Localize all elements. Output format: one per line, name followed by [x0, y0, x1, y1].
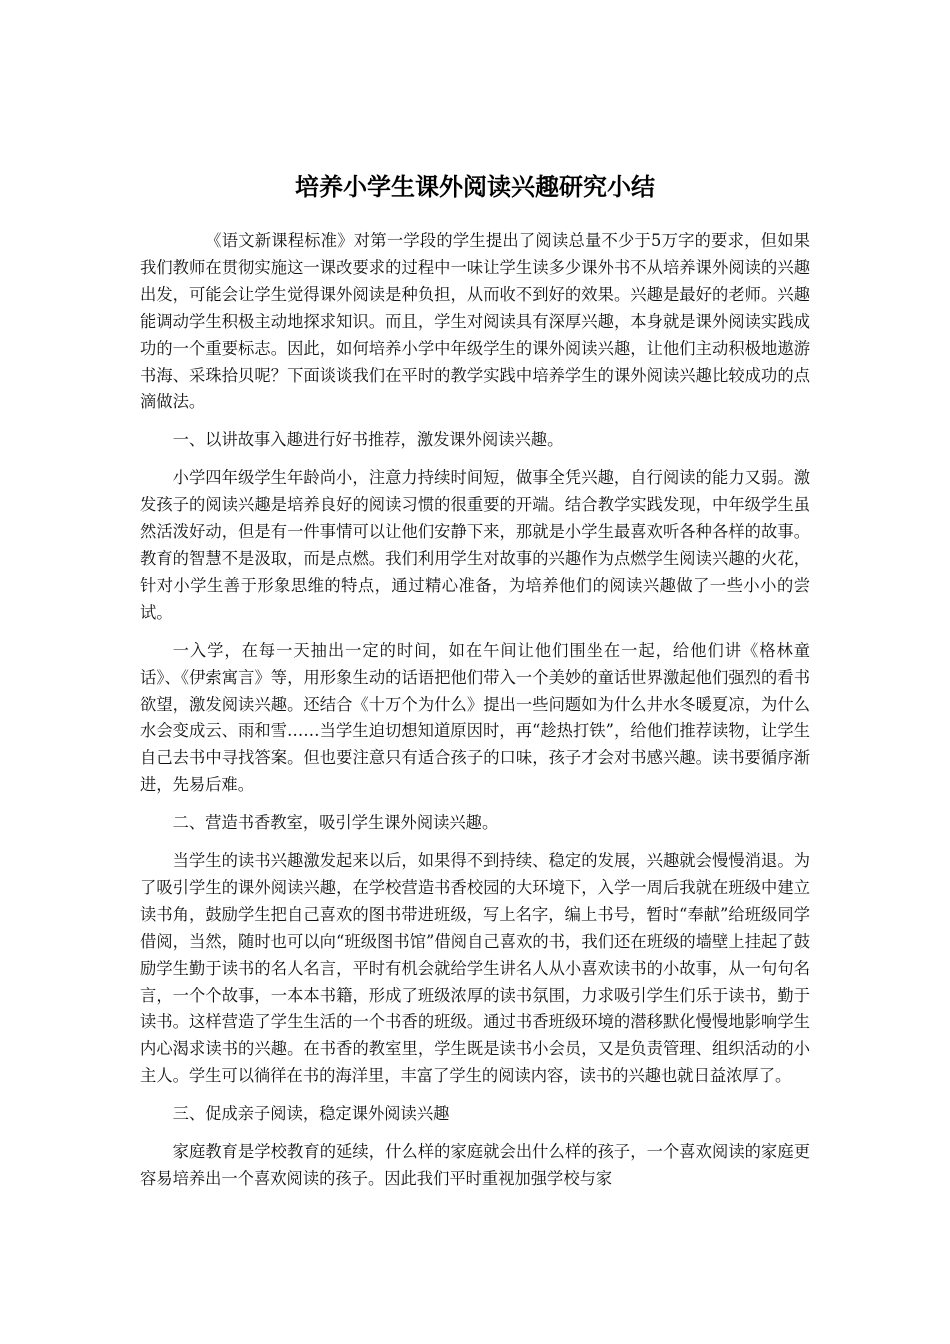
intro-paragraph: 《语文新课程标准》对第一学段的学生提出了阅读总量不少于5万字的要求，但如果我们教师在贯彻实施这一课改要求的过程中一味让学生读多少课外书不从培养课外阅读的兴趣出发，可能会让学生觉得课外阅读是种负担，从而收不到好的效果。兴趣是最好的老师。兴趣能调动学生积极主动地探求知识。而且，学生对阅读具有深厚兴趣，本身就是课外阅读实践成功的一个重要标志。因此，如何培养小学中年级学生的课外阅读兴趣，让他们主动积极地遨游书海、采珠拾贝呢？下面谈谈我们在平时的教学实践中培养学生的课外阅读兴趣比较成功的点滴做法。 [140, 231, 810, 412]
section-heading-1: 一、以讲故事入趣进行好书推荐，激发课外阅读兴趣。 [172, 430, 564, 450]
body-paragraph: 一入学，在每一天抽出一定的时间，如在午间让他们围坐在一起，给他们讲《格林童话》、《伊索寓言》等，用形象生动的话语把他们带入一个美妙的童话世界激起他们强烈的看书欲望，激发阅读兴趣。还结合《十万个为什么》提出一些问题如为什么井水冬暖夏凉，为什么水会变成云、雨和雪……当学生迫切想知道原因时，再“趁热打铁”，给他们推荐读物，让学生自己去书中寻找答案。但也要注意只有适合孩子的口味，孩子才会对书感兴趣。读书要循序渐进，先易后难。 [140, 640, 810, 795]
section-heading-3: 三、促成亲子阅读，稳定课外阅读兴趣 [172, 1104, 450, 1124]
body-paragraph: 当学生的读书兴趣激发起来以后，如果得不到持续、稳定的发展，兴趣就会慢慢消退。为了吸引学生的课外阅读兴趣，在学校营造书香校园的大环境下，入学一周后我就在班级中建立读书角，鼓励学生把自己喜欢的图书带进班级，写上名字，编上书号，暂时“奉献”给班级同学借阅，当然，随时也可以向“班级图书馆”借阅自己喜欢的书，我们还在班级的墙壁上挂起了鼓励学生勤于读书的名人名言，平时有机会就给学生讲名人从小喜欢读书的小故事，从一句句名言，一个个故事，一本本书籍，形成了班级浓厚的读书氛围，力求吸引学生们乐于读书，勤于读书。这样营造了学生生活的一个书香的班级。通过书香班级环境的潜移默化慢慢地影响学生内心渴求读书的兴趣。在书香的教室里，学生既是读书小会员，又是负责管理、组织活动的小主人。学生可以徜徉在书的海洋里，丰富了学生的阅读内容，读书的兴趣也就日益浓厚了。 [140, 851, 810, 1086]
document-title: 培养小学生课外阅读兴趣研究小结 [295, 172, 655, 201]
document-body [140, 228, 810, 1204]
body-paragraph: 家庭教育是学校教育的延续，什么样的家庭就会出什么样的孩子，一个喜欢阅读的家庭更容易培养出一个喜欢阅读的孩子。因此我们平时重视加强学校与家 [140, 1142, 810, 1188]
body-paragraph: 小学四年级学生年龄尚小，注意力持续时间短，做事全凭兴趣，自行阅读的能力又弱。激发孩子的阅读兴趣是培养良好的阅读习惯的很重要的开端。结合教学实践发现，中年级学生虽然活泼好动，但是有一件事情可以让他们安静下来，那就是小学生最喜欢听各种各样的故事。教育的智慧不是汲取，而是点燃。我们利用学生对故事的兴趣作为点燃学生阅读兴趣的火花，针对小学生善于形象思维的特点，通过精心准备，为培养他们的阅读兴趣做了一些小小的尝试。 [140, 468, 810, 622]
section-heading-2: 二、营造书香教室，吸引学生课外阅读兴趣。 [172, 813, 499, 833]
